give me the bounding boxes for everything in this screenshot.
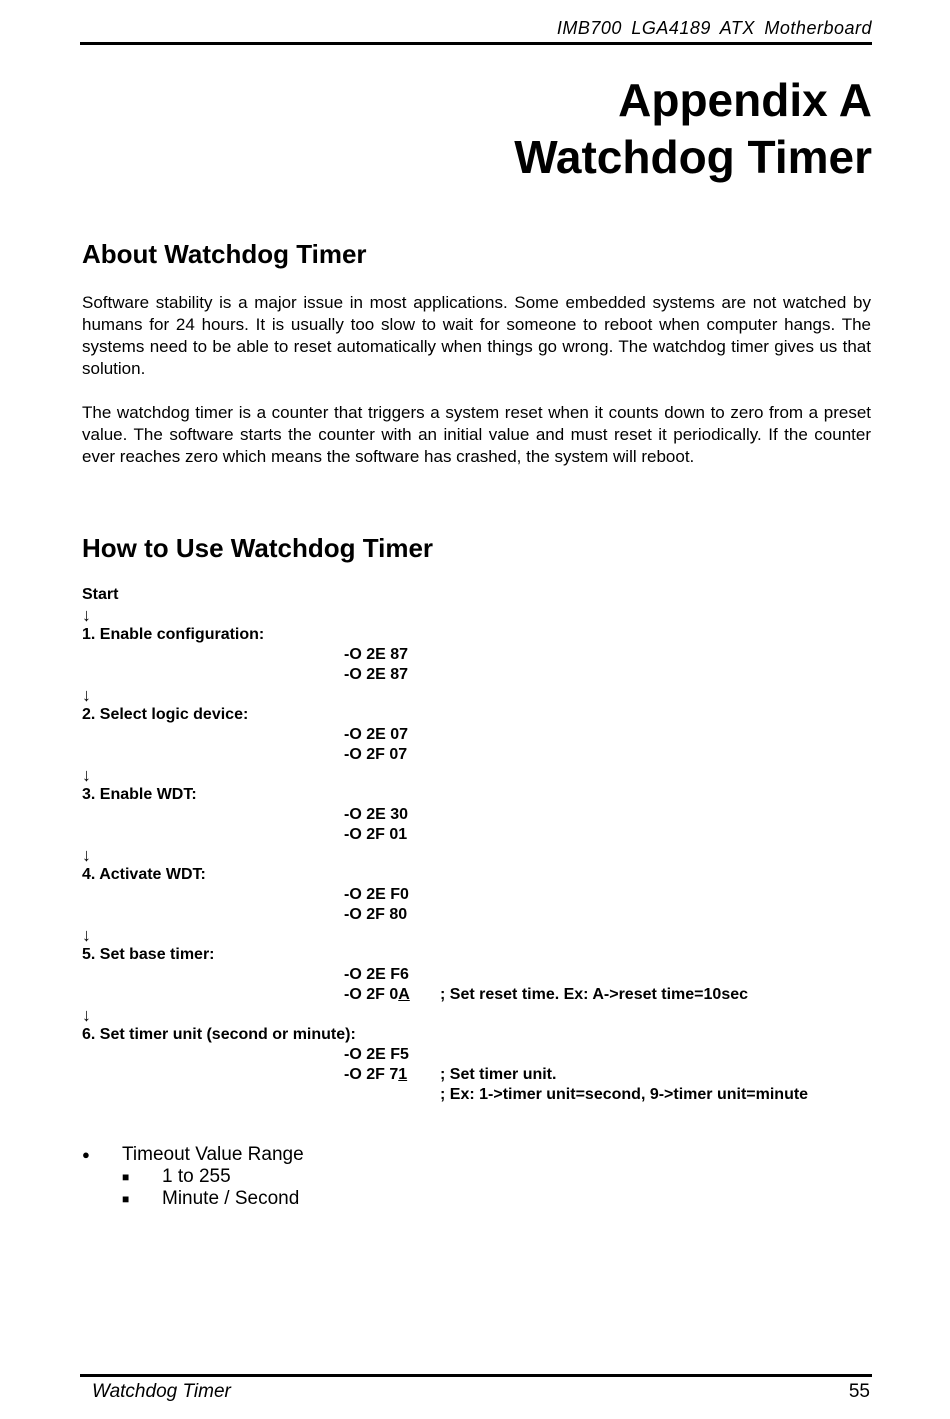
step-6-label: 6. Set timer unit (second or minute): (82, 1026, 356, 1043)
step-3-cmd-2: -O 2F 01 (344, 826, 408, 843)
header-rule (80, 42, 872, 45)
step-3-cmd-1: -O 2E 30 (344, 806, 409, 823)
bullet-range-units: ■ Minute / Second (82, 1188, 304, 1210)
step-5-comment: ; Set reset time. Ex: A->reset time=10sec (440, 986, 749, 1003)
step-5-cmd-2 (344, 985, 410, 1005)
step-5-cmd-2-prefix: -O 2F 0 (344, 986, 399, 1003)
down-arrow-icon: ↓ (82, 845, 91, 865)
footer-rule (80, 1374, 872, 1377)
down-arrow-icon: ↓ (82, 1005, 91, 1025)
watchdog-steps (82, 585, 882, 1105)
title-line-appendix: Appendix A (618, 74, 872, 126)
about-paragraph-1: Software stability is a major issue in most applications. Some embedded systems are not watched by humans for 24 hours. It is usually too slow to wait for someone to reboot when computer hangs. The systems need to be able to reset automatically when things go wrong. The watchdog timer gives us that solution. (82, 293, 871, 378)
title-line-watchdog: Watchdog Timer (514, 131, 872, 183)
page-number: 55 (848, 1381, 870, 1402)
step-4-cmd-2: -O 2F 80 (344, 906, 408, 923)
step-4-label: 4. Activate WDT: (82, 866, 206, 883)
about-heading: About Watchdog Timer (82, 239, 367, 269)
step-5-cmd-2-value: A (398, 986, 410, 1003)
down-arrow-icon: ↓ (82, 765, 91, 785)
bullet-timeout-range: ● Timeout Value Range (82, 1144, 304, 1166)
step-1-label: 1. Enable configuration: (82, 626, 265, 643)
step-5-label: 5. Set base timer: (82, 946, 215, 963)
step-1-cmd-2: -O 2E 87 (344, 666, 409, 683)
down-arrow-icon: ↓ (82, 925, 91, 945)
step-2-cmd-2: -O 2F 07 (344, 746, 408, 763)
step-6-cmd-2 (344, 1065, 407, 1085)
running-footer: Watchdog Timer (92, 1381, 231, 1402)
step-2-cmd-1: -O 2E 07 (344, 726, 409, 743)
timeout-bullets (82, 1144, 304, 1210)
step-2-label: 2. Select logic device: (82, 706, 249, 723)
step-6-cmd-2-value: 1 (398, 1066, 408, 1083)
step-start: Start (82, 586, 119, 603)
down-arrow-icon: ↓ (82, 605, 91, 625)
step-6-comment-1: ; Set timer unit. (440, 1066, 557, 1083)
about-paragraph-2: The watchdog timer is a counter that triggers a system reset when it counts down to zero from a preset value. The software starts the counter with an initial value and must reset it periodically. If the counter ever reaches zero which means the software has crashed, the system will reboot. (82, 403, 871, 466)
bullet-range-values: ■ 1 to 255 (82, 1166, 304, 1188)
howto-heading: How to Use Watchdog Timer (82, 533, 434, 563)
down-arrow-icon: ↓ (82, 685, 91, 705)
running-header: IMB700 LGA4189 ATX Motherboard (556, 18, 872, 38)
step-6-cmd-1: -O 2E F5 (344, 1046, 409, 1063)
step-3-label: 3. Enable WDT: (82, 786, 197, 803)
step-6-comment-2: ; Ex: 1->timer unit=second, 9->timer unit=minute (440, 1086, 809, 1103)
step-5-cmd-1: -O 2E F6 (344, 966, 409, 983)
step-1-cmd-1: -O 2E 87 (344, 646, 409, 663)
step-6-cmd-2-prefix: -O 2F 7 (344, 1066, 399, 1083)
step-4-cmd-1: -O 2E F0 (344, 886, 409, 903)
page-title (514, 72, 872, 186)
